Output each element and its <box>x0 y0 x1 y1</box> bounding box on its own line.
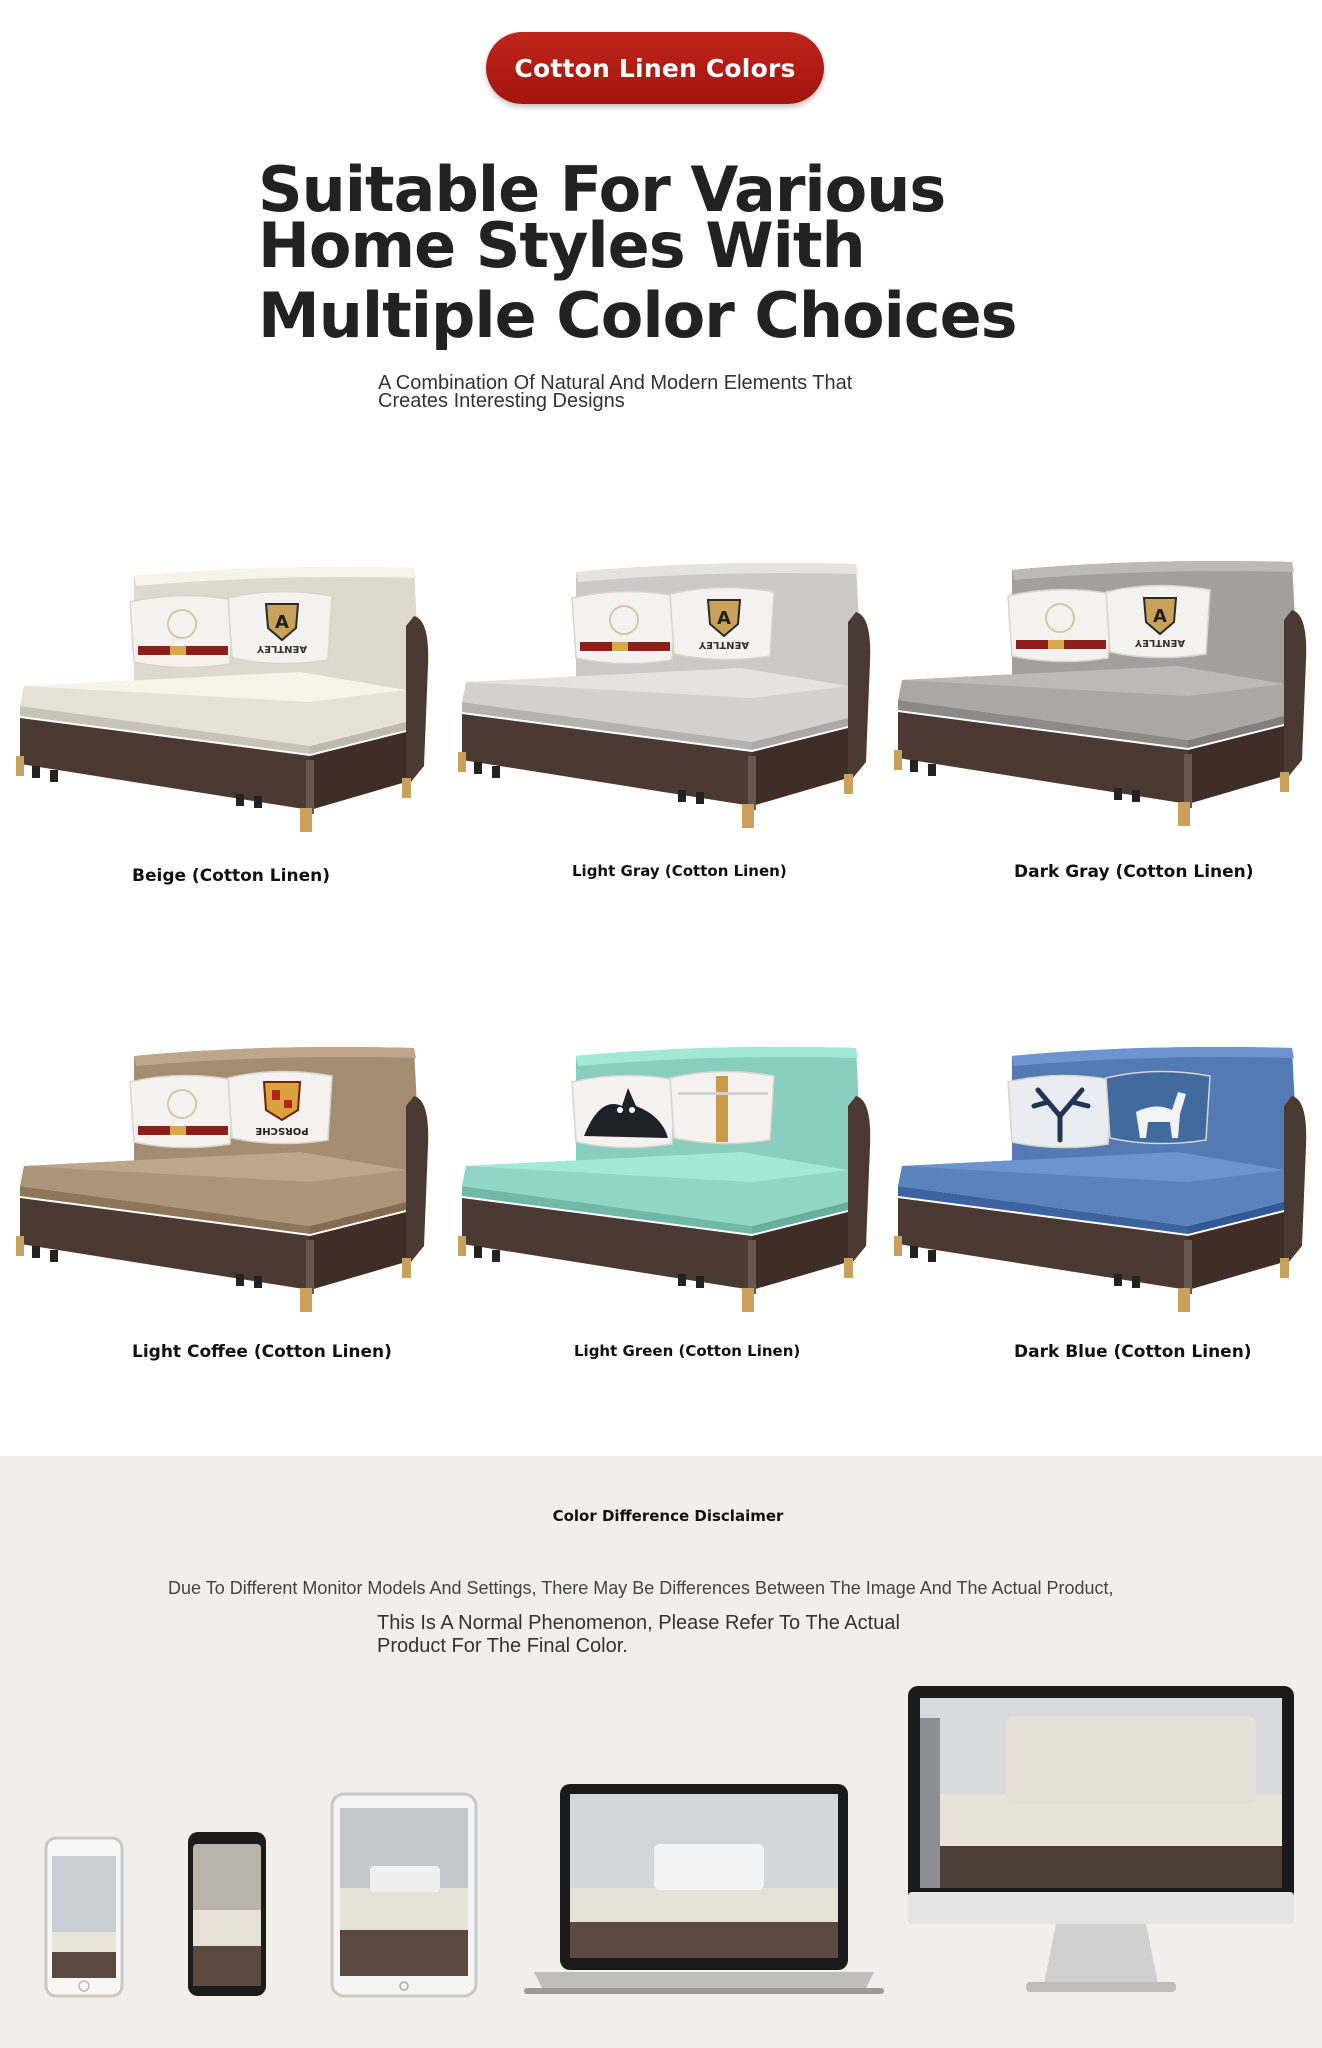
headline-line-3: Multiple Color Choices <box>258 279 1017 352</box>
desktop-monitor-icon <box>906 1684 1296 2000</box>
porsche-pillow-icon <box>228 1071 332 1143</box>
sofa-color-option-card[interactable] <box>452 1036 872 1336</box>
headline-line-1: Suitable For Various <box>258 153 946 226</box>
color-option-label: Light Coffee (Cotton Linen) <box>132 1342 392 1362</box>
sofa-color-option-card[interactable] <box>888 550 1308 850</box>
sofa-bed-image <box>888 1036 1308 1316</box>
aentley-pillow-icon <box>228 591 332 663</box>
sofa-bed-image <box>888 550 1308 830</box>
disclaimer-text-line-1: Due To Different Monitor Models And Settings, There May Be Differences Between The Image And The Actual Product, <box>168 1578 1114 1598</box>
logo-pillow-icon <box>572 591 676 663</box>
color-option-label: Beige (Cotton Linen) <box>132 866 330 886</box>
sofa-bed-image <box>452 1036 872 1316</box>
deer-pillow-icon <box>1106 1071 1210 1143</box>
color-option-label: Light Green (Cotton Linen) <box>574 1342 801 1360</box>
logo-pillow-icon <box>130 1075 234 1147</box>
color-option-label: Light Gray (Cotton Linen) <box>572 862 787 880</box>
pillow-crest-letter: A <box>1153 606 1167 627</box>
sofa-bed-image <box>10 1036 430 1316</box>
aentley-pillow-icon <box>670 587 774 659</box>
disclaimer-text-line-2: This Is A Normal Phenomenon, Please Refer To The Actual <box>377 1612 900 1634</box>
cat-pillow-icon <box>572 1075 676 1147</box>
sofa-color-option-card[interactable] <box>10 556 430 856</box>
disclaimer-text <box>377 1612 977 1658</box>
stripe-pillow-icon <box>670 1071 774 1143</box>
pillow-brand-text: PORSCHE <box>255 1125 309 1136</box>
subheadline-line-2: Creates Interesting Designs <box>378 390 625 412</box>
disclaimer-text-line-3: Product For The Final Color. <box>377 1635 628 1657</box>
badge-label: Cotton Linen Colors <box>514 53 796 83</box>
headline-line-2: Home Styles With <box>258 209 865 282</box>
laptop-icon <box>524 1782 884 1998</box>
disclaimer-title: Color Difference Disclaimer <box>552 1507 784 1525</box>
antler-pillow-icon <box>1008 1075 1112 1147</box>
pillow-crest-letter: A <box>275 612 289 633</box>
sofa-bed-image <box>10 556 430 836</box>
pillow-crest-letter: A <box>717 608 731 629</box>
pillow-brand-text: AENTLEY <box>1134 637 1186 648</box>
sofa-bed-image <box>452 552 872 832</box>
page-headline <box>258 153 1018 352</box>
logo-pillow-icon <box>1008 589 1112 661</box>
sofa-color-option-card[interactable] <box>10 1036 430 1336</box>
pillow-brand-text: AENTLEY <box>256 643 308 654</box>
color-option-label: Dark Gray (Cotton Linen) <box>1014 862 1254 882</box>
color-option-label: Dark Blue (Cotton Linen) <box>1014 1342 1252 1362</box>
smartphone-white-icon <box>44 1836 124 1998</box>
smartphone-black-icon <box>186 1830 268 1998</box>
sofa-color-option-card[interactable] <box>888 1036 1308 1336</box>
page-subheadline <box>378 374 938 410</box>
tablet-icon <box>330 1792 478 1998</box>
logo-pillow-icon <box>130 595 234 667</box>
subheadline-line-1: A Combination Of Natural And Modern Elements That <box>378 372 853 394</box>
cotton-linen-colors-badge <box>486 32 824 104</box>
pillow-brand-text: AENTLEY <box>698 639 750 650</box>
aentley-pillow-icon <box>1106 585 1210 657</box>
sofa-color-option-card[interactable] <box>452 552 872 852</box>
